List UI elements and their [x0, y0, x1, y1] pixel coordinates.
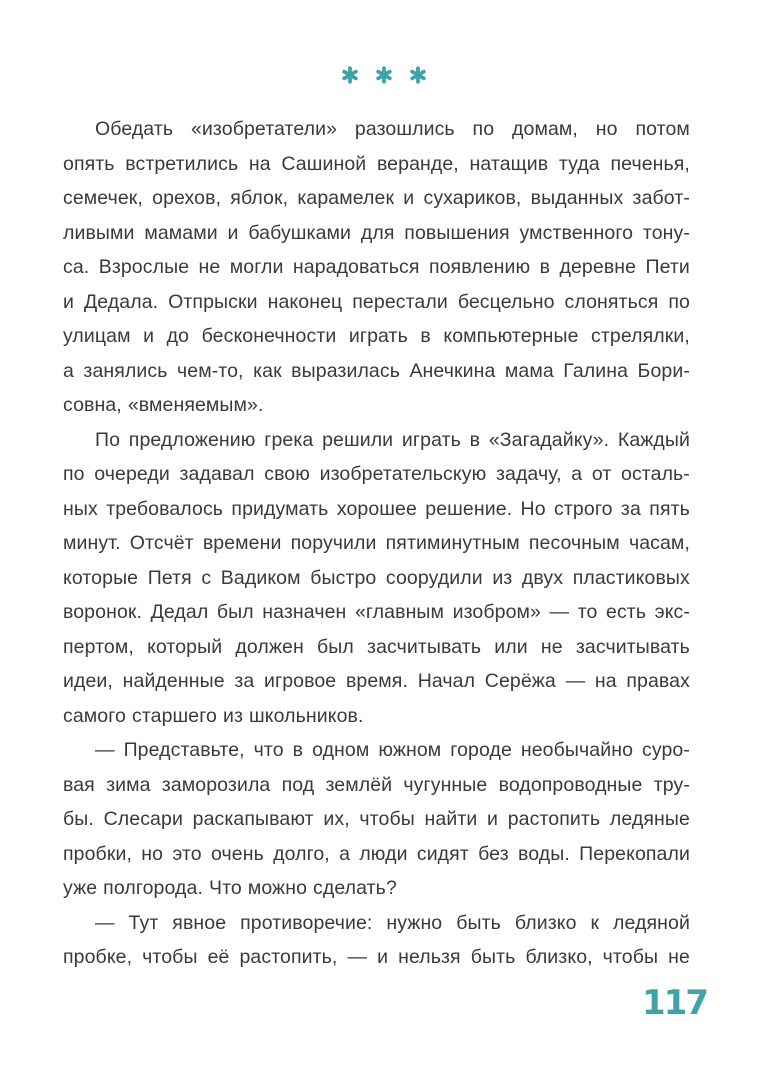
text-line: которые Петя с Вадиком быстро соорудили из двух пластиковых: [63, 566, 690, 589]
body-text: [63, 112, 690, 975]
text-line: ных требовалось придумать хорошее решение. Но строго за пять: [63, 497, 690, 520]
text-line: улицам и до бесконечности играть в компьютерные стрелялки,: [63, 325, 690, 347]
text-line: бы. Слесари раскапывают их, чтобы найти и растопить ледяные: [63, 808, 690, 830]
text-line: — Представьте, что в одном южном городе необычайно суро-: [95, 739, 690, 761]
text-line: семечек, орехов, яблок, карамелек и сухариков, выданных забот-: [63, 187, 690, 209]
text-line: По предложению грека решили играть в «Загадайку». Каждый: [95, 428, 690, 451]
asterisk-icon: [341, 66, 359, 84]
asterisk-icon: [375, 66, 393, 84]
text-line: Обедать «изобретатели» разошлись по домам, но потом: [95, 118, 690, 140]
text-line: совна, «вменяемым».: [63, 394, 264, 416]
section-divider: [0, 66, 767, 84]
text-line: ливыми мамами и бабушками для повышения умственного тону-: [63, 221, 690, 244]
text-line: а занялись чем-то, как выразилась Анечкина мама Галина Бори-: [63, 359, 690, 382]
text-line: са. Взрослые не могли нарадоваться появлению в деревне Пети: [63, 256, 690, 278]
text-line: и Дедала. Отпрыски наконец перестали бесцельно слоняться по: [63, 290, 690, 313]
text-line: минут. Отсчёт времени поручили пятиминутным песочным часам,: [63, 532, 690, 554]
page-number: 117: [642, 983, 707, 1023]
text-line: по очереди задавал свою изобретательскую задачу, а от осталь-: [63, 463, 690, 485]
text-line: уже полгорода. Что можно сделать?: [63, 877, 397, 899]
text-line: вая зима заморозила под землёй чугунные водопроводные тру-: [63, 773, 690, 796]
text-line: — Тут явное противоречие: нужно быть близко к ледяной: [95, 911, 690, 934]
text-line: идеи, найденные за игровое время. Начал Серёжа — на правах: [63, 670, 690, 692]
text-line: самого старшего из школьников.: [63, 704, 364, 727]
asterisk-icon: [409, 66, 427, 84]
text-line: пертом, который должен был засчитывать или не засчитывать: [63, 635, 690, 658]
text-line: опять встретились на Сашиной веранде, натащив туда печенья,: [63, 152, 690, 175]
text-line: пробке, чтобы её растопить, — и нельзя быть близко, чтобы не: [63, 946, 690, 968]
text-line: пробки, но это очень долго, а люди сидят без воды. Перекопали: [63, 842, 690, 865]
text-line: воронок. Дедал был назначен «главным изобром» — то есть экс-: [63, 601, 690, 623]
